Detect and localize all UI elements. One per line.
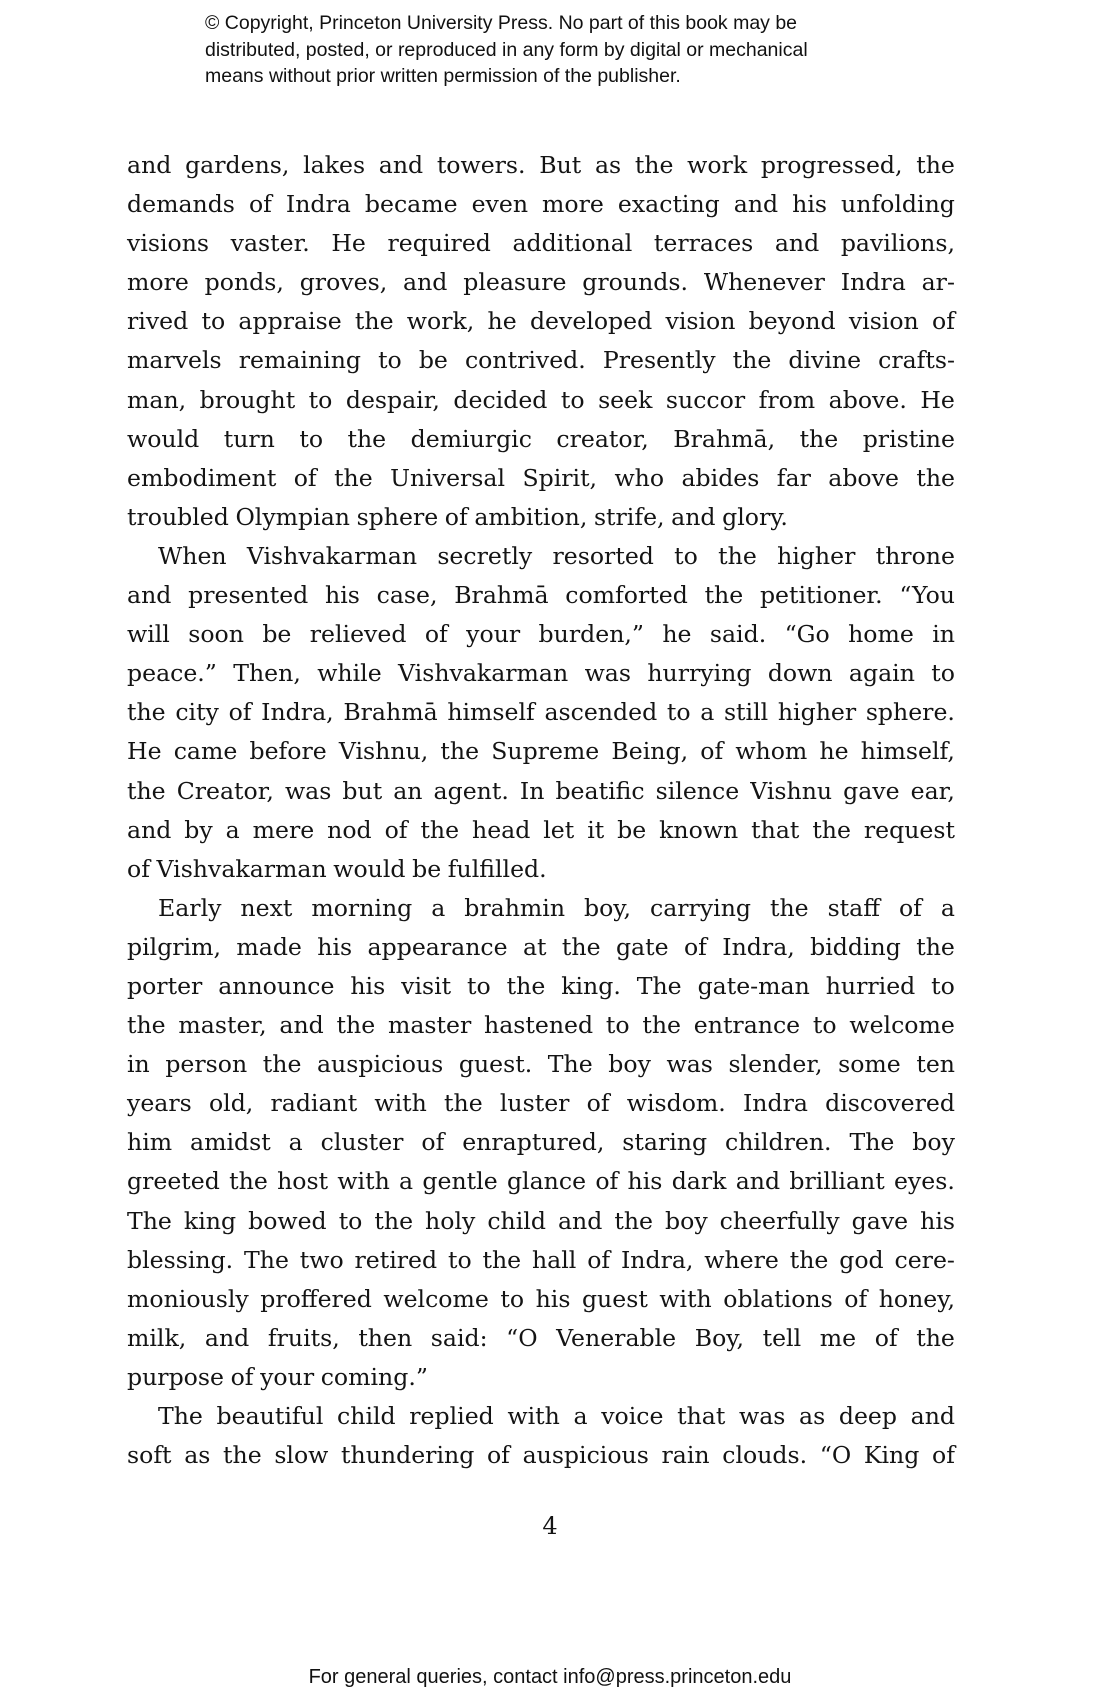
text-line: years old, radiant with the luster of wisdom. Indra discovered [127,1089,955,1118]
text-line: the city of Indra, Brahmā himself ascended to a still higher sphere. [127,698,955,727]
paragraph [127,1397,955,1475]
text-line: greeted the host with a gentle glance of his dark and brilliant eyes. [127,1167,955,1196]
text-line: in person the auspicious guest. The boy was slender, some ten [127,1050,955,1079]
text-line: more ponds, groves, and pleasure grounds. Whenever Indra ar- [127,268,955,297]
text-line: and gardens, lakes and towers. But as the work progressed, the [127,151,955,179]
text-line: The king bowed to the holy child and the boy cheerfully gave his [127,1206,955,1235]
text-line: Early next morning a brahmin boy, carrying the staff of a [158,893,955,922]
text-line: him amidst a cluster of enraptured, staring children. The boy [127,1128,955,1157]
footer-contact: For general queries, contact info@press.princeton.edu [308,1666,792,1688]
text-line: The beautiful child replied with a voice that was as deep and [158,1402,955,1430]
paragraph [127,537,955,889]
text-line: soft as the slow thundering of auspicious rain clouds. “O King of [127,1441,955,1470]
page-body-text [127,146,955,1475]
text-line: man, brought to despair, decided to seek succor from above. He [127,385,955,414]
text-line: peace.” Then, while Vishvakarman was hurrying down again to [127,659,955,688]
text-line: would turn to the demiurgic creator, Brahmā, the pristine [127,424,955,453]
text-line: and presented his case, Brahmā comforted the petitioner. “You [127,581,955,610]
copyright-line: means without prior written permission of the publisher. [205,65,681,87]
text-line: of Vishvakarman would be fulfilled. [127,854,547,883]
text-line: will soon be relieved of your burden,” he said. “Go home in [127,620,955,649]
text-line: purpose of your coming.” [127,1362,428,1391]
text-line: the Creator, was but an agent. In beatific silence Vishnu gave ear, [127,776,955,805]
text-line: porter announce his visit to the king. The gate-man hurried to [127,971,955,1000]
text-line: and by a mere nod of the head let it be known that the request [127,815,955,844]
text-line: pilgrim, made his appearance at the gate of Indra, bidding the [127,932,955,961]
text-line: demands of Indra became even more exacting and his unfolding [127,190,955,219]
text-line: visions vaster. He required additional terraces and pavilions, [127,229,955,258]
text-line: He came before Vishnu, the Supreme Being, of whom he himself, [127,737,955,766]
text-line: the master, and the master hastened to the entrance to welcome [127,1011,955,1040]
copyright-line: © Copyright, Princeton University Press. No part of this book may be [205,12,798,34]
text-line: milk, and fruits, then said: “O Venerable Boy, tell me of the [127,1323,955,1352]
text-line: marvels remaining to be contrived. Presently the divine crafts- [127,346,955,375]
text-line: embodiment of the Universal Spirit, who abides far above the [127,463,955,492]
copyright-notice [205,10,925,90]
text-line: moniously proffered welcome to his guest with oblations of honey, [127,1284,955,1313]
page-number: 4 [542,1512,558,1540]
copyright-line: distributed, posted, or reproduced in any form by digital or mechanical [205,38,808,61]
text-line: rived to appraise the work, he developed vision beyond vision of [127,307,955,336]
paragraph [127,889,955,1397]
text-line: When Vishvakarman secretly resorted to the higher throne [158,541,955,570]
paragraph [127,146,955,537]
text-line: troubled Olympian sphere of ambition, strife, and glory. [127,502,788,531]
text-line: blessing. The two retired to the hall of Indra, where the god cere- [127,1245,955,1274]
